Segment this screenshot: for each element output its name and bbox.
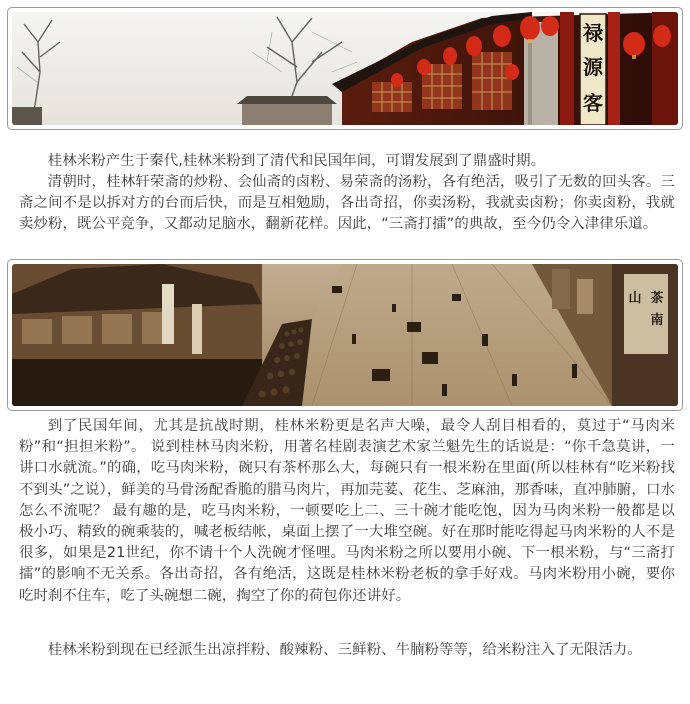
old-street-building-photo (12, 12, 678, 125)
historical-street-photo (12, 264, 678, 406)
signboard-char-2: 源 (583, 55, 603, 79)
street-sign-char-1: 山 (628, 291, 642, 306)
paragraph-qing-dynasty: 清朝时，桂林轩荣斋的炒粉、会仙斋的卤粉、易荣斋的汤粉，各有绝活，吸引了无数的回头客。三斋之间不是以拆对方的台而后快，而是互相勉励，各出奇招，你卖汤粉，我就卖卤粉；你卖卤粉，我就卖炒粉，既公平竞争，又都动足脑水，翻新花样。因此，“三斋打擂”的典故，至今仍令入津律乐道。 (19, 174, 675, 233)
paragraph-republic-era: 到了民国年间，尤其是抗战时期，桂林米粉更是名声大噪，最令人刮目相看的，莫过于“马肉米粉”和“担担米粉”。 说到桂林马肉米粉，用著名桂剧表演艺术家兰魁先生的话说是：“你千急莫讲，一讲口水就流。”的确，吃马肉米粉，碗只有茶杯那么大，每碗只有一根米粉在里面(所以桂林有“吃米粉找不到头”之说），鲜美的马骨汤配香脆的腊马肉片，再加芫荽、花生、芝麻油，那香味，直冲肺腑，口水怎么不流呢？ 最有趣的是，吃马肉米粉，一顿要吃上二、三十碗才能吃饱，因为马肉米粉一般都是以极小巧、精致的碗乘装的，喊老板结帐，桌面上摆了一大堆空碗。好在那时能吃得起马肉米粉的人不是很多，如果是21世纪，你不请十个人洗碗才怪哩。马肉米粉之所以要用小碗、下一根米粉，与“三斋打擂”的影响不无关系。各出奇招，各有绝活，这既是桂林米粉老板的拿手好戏。马肉米粉用小碗，要你吃时刹不住车，吃了头碗想二碗，掏空了你的荷包你还讲好。 (19, 418, 675, 604)
street-photo-frame (7, 259, 683, 411)
signboard-char-1: 禄 (583, 21, 603, 45)
street-sign-char-3: 南 (650, 313, 664, 328)
signboard-char-3: 客 (583, 91, 603, 115)
street-sign-char-2: 茶 (650, 291, 664, 306)
paragraph-origin: 桂林米粉产生于秦代,桂林米粉到了清代和民国年间，可谓发展到了鼎盛时期。 (47, 153, 546, 169)
paragraph-modern-varieties: 桂林米粉到现在已经派生出凉拌粉、酸辣粉、三鲜粉、牛腩粉等等，给米粉注入了无限活力。 (47, 642, 642, 658)
header-photo-frame (7, 7, 683, 130)
